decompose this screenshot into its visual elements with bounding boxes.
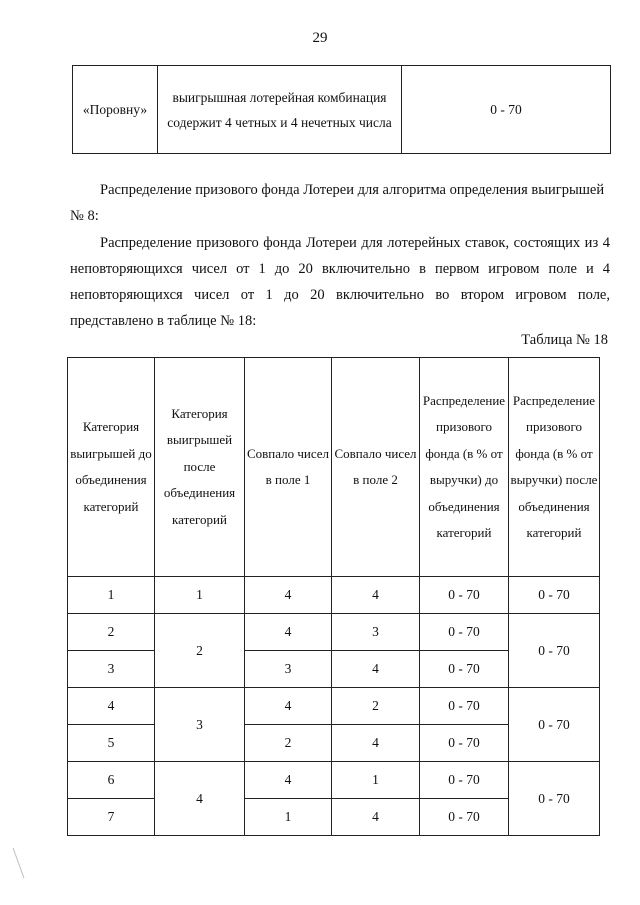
scan-mark — [13, 848, 37, 878]
prize-distribution-table — [67, 357, 600, 836]
table-caption: Таблица № 18 — [521, 332, 608, 348]
paragraph-algorithm-text: Распределение призового фонда Лотереи для алгоритма определения выигрышей № 8: — [70, 182, 605, 224]
cell-cat-before: 3 — [68, 651, 155, 688]
cell-cat-after: 1 — [155, 577, 245, 614]
cell-field1: 3 — [245, 651, 332, 688]
cell-share-before: 0 - 70 — [420, 725, 509, 762]
table-row — [68, 577, 600, 614]
cell-share-after: 0 - 70 — [509, 577, 600, 614]
header-share-before: Распределение призового фонда (в % от выручки) до объединения категорий — [420, 358, 509, 577]
cell-field1: 1 — [245, 799, 332, 836]
paragraph-distribution-text: Распределение призового фонда Лотереи для лотерейных ставок, состоящих из 4 неповторяющихся чисел от 1 до 20 включительно в первом игровом поле и 4 неповторяющихся чисел от 1 до 20 включительно во втором игровом поле, представлено в таблице № 18: — [70, 235, 610, 329]
cell-field2: 4 — [332, 725, 420, 762]
cell-cat-before: 4 — [68, 688, 155, 725]
cell-field2: 4 — [332, 651, 420, 688]
category-cell: «Поровну» — [73, 66, 158, 154]
cell-share-before: 0 - 70 — [420, 762, 509, 799]
cell-field2: 2 — [332, 688, 420, 725]
cell-cat-before: 7 — [68, 799, 155, 836]
cell-field2: 3 — [332, 614, 420, 651]
page-number: 29 — [312, 30, 328, 46]
cell-field1: 4 — [245, 614, 332, 651]
cell-share-before: 0 - 70 — [420, 577, 509, 614]
cell-share-before: 0 - 70 — [420, 688, 509, 725]
cell-field1: 4 — [245, 688, 332, 725]
description-cell: выигрышная лотерейная комбинация содержит 4 четных и 4 нечетных числа — [158, 66, 402, 154]
paragraph-algorithm — [70, 177, 610, 229]
cell-field2: 4 — [332, 577, 420, 614]
header-cat-after: Категория выигрышей после объединения категорий — [155, 358, 245, 577]
continuation-table — [72, 65, 611, 154]
cell-field1: 4 — [245, 762, 332, 799]
paragraph-distribution — [70, 230, 610, 334]
header-share-after: Распределение призового фонда (в % от выручки) после объединения категорий — [509, 358, 600, 577]
header-cat-before: Категория выигрышей до объединения категорий — [68, 358, 155, 577]
header-field1: Совпало чисел в поле 1 — [245, 358, 332, 577]
cell-share-before: 0 - 70 — [420, 799, 509, 836]
cell-field1: 4 — [245, 577, 332, 614]
header-field2: Совпало чисел в поле 2 — [332, 358, 420, 577]
cell-share-after: 0 - 70 — [509, 614, 600, 688]
cell-cat-after: 2 — [155, 614, 245, 688]
cell-field2: 4 — [332, 799, 420, 836]
table-row — [68, 614, 600, 651]
table-row — [73, 66, 611, 154]
table-header-row — [68, 358, 600, 577]
cell-share-before: 0 - 70 — [420, 614, 509, 651]
cell-cat-before: 2 — [68, 614, 155, 651]
share-cell: 0 - 70 — [402, 66, 611, 154]
cell-cat-before: 5 — [68, 725, 155, 762]
cell-share-before: 0 - 70 — [420, 651, 509, 688]
cell-share-after: 0 - 70 — [509, 762, 600, 836]
cell-cat-after: 3 — [155, 688, 245, 762]
cell-cat-before: 1 — [68, 577, 155, 614]
table-row — [68, 688, 600, 725]
cell-cat-before: 6 — [68, 762, 155, 799]
cell-cat-after: 4 — [155, 762, 245, 836]
cell-share-after: 0 - 70 — [509, 688, 600, 762]
table-row — [68, 762, 600, 799]
cell-field2: 1 — [332, 762, 420, 799]
cell-field1: 2 — [245, 725, 332, 762]
